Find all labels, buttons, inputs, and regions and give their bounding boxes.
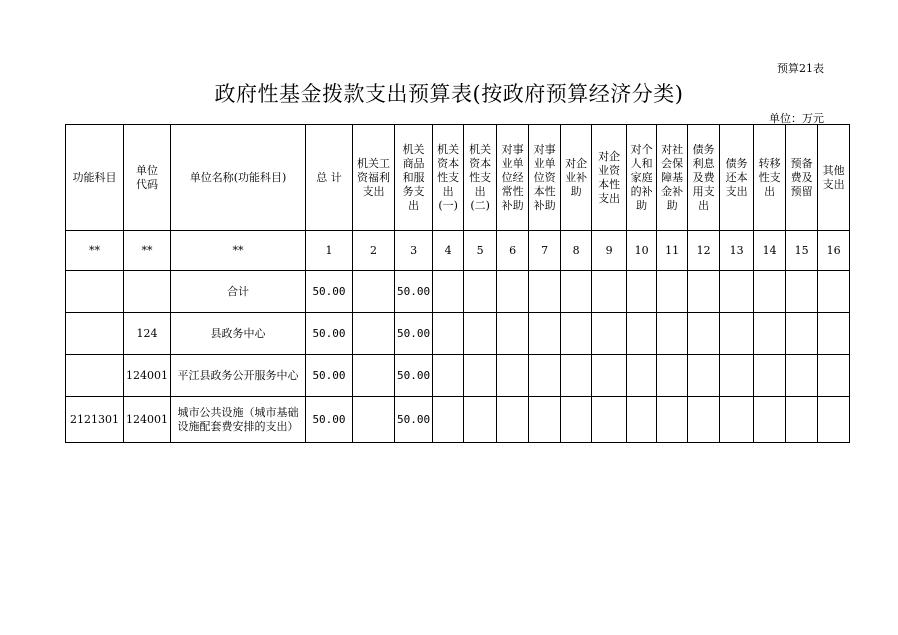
empty-cell <box>529 271 561 313</box>
index-cell: 8 <box>561 231 592 271</box>
index-cell: 4 <box>433 231 464 271</box>
empty-cell <box>353 397 395 443</box>
index-cell: 12 <box>688 231 720 271</box>
form-number: 预算21表 <box>777 62 824 75</box>
empty-cell <box>786 355 818 397</box>
index-cell: 9 <box>592 231 627 271</box>
header-col-5-text: 机关资本性支出(二) <box>469 142 492 212</box>
header-func-subject: 功能科目 <box>66 125 124 231</box>
empty-cell <box>464 355 497 397</box>
header-col-16 <box>818 125 850 231</box>
empty-cell <box>818 271 850 313</box>
goods-services-cell: 50.00 <box>395 271 433 313</box>
empty-cell <box>497 313 529 355</box>
index-cell: 7 <box>529 231 561 271</box>
unit-name-cell: 城市公共设施（城市基础设施配套费安排的支出） <box>171 397 306 443</box>
empty-cell <box>529 313 561 355</box>
header-col-15-text: 预备费及预留 <box>790 156 813 198</box>
unit-name-cell: 平江县政务公开服务中心 <box>171 355 306 397</box>
table-row <box>66 397 850 443</box>
header-col-4 <box>433 125 464 231</box>
header-col-10 <box>627 125 657 231</box>
empty-cell <box>720 397 754 443</box>
empty-cell <box>627 397 657 443</box>
header-col-16-text: 其他支出 <box>822 163 845 191</box>
index-cell: 11 <box>657 231 688 271</box>
index-cell: 13 <box>720 231 754 271</box>
header-col-4-text: 机关资本性支出(一) <box>437 142 460 212</box>
empty-cell <box>353 271 395 313</box>
empty-cell <box>720 271 754 313</box>
empty-cell <box>688 355 720 397</box>
page-title: 政府性基金拨款支出预算表(按政府预算经济分类) <box>214 82 684 106</box>
header-col-5 <box>464 125 497 231</box>
header-col-9 <box>592 125 627 231</box>
header-col-11 <box>657 125 688 231</box>
empty-cell <box>497 271 529 313</box>
unit-code-cell: 124001 <box>124 397 171 443</box>
empty-cell <box>353 313 395 355</box>
empty-cell <box>464 313 497 355</box>
header-col-2 <box>353 125 395 231</box>
index-cell: ** <box>171 231 306 271</box>
index-cell: 2 <box>353 231 395 271</box>
func-subject-cell: 2121301 <box>66 397 124 443</box>
header-col-11-text: 对社会保障基金补助 <box>661 142 684 212</box>
header-total: 总 计 <box>306 125 353 231</box>
table-row <box>66 355 850 397</box>
header-unit-name: 单位名称(功能科目) <box>171 125 306 231</box>
empty-cell <box>657 397 688 443</box>
empty-cell <box>561 313 592 355</box>
index-cell: 15 <box>786 231 818 271</box>
empty-cell <box>786 313 818 355</box>
header-col-8 <box>561 125 592 231</box>
empty-cell <box>561 355 592 397</box>
unit-code-cell: 124 <box>124 313 171 355</box>
header-col-10-text: 对个人和家庭的补助 <box>630 142 653 212</box>
empty-cell <box>786 397 818 443</box>
empty-cell <box>433 397 464 443</box>
total-cell: 50.00 <box>306 355 353 397</box>
empty-cell <box>720 355 754 397</box>
header-col-14 <box>754 125 786 231</box>
empty-cell <box>818 355 850 397</box>
index-cell: 1 <box>306 231 353 271</box>
table-row-total <box>66 271 850 313</box>
header-col-13-text: 债务还本支出 <box>725 156 748 198</box>
header-unit-code-text: 单位代码 <box>136 163 158 191</box>
index-cell: 6 <box>497 231 529 271</box>
header-col-6-text: 对事业单位经常性补助 <box>501 142 524 212</box>
empty-cell <box>592 271 627 313</box>
empty-cell <box>529 355 561 397</box>
index-cell: ** <box>66 231 124 271</box>
header-col-6 <box>497 125 529 231</box>
total-cell: 50.00 <box>306 397 353 443</box>
empty-cell <box>754 355 786 397</box>
header-unit-code <box>124 125 171 231</box>
empty-cell <box>592 397 627 443</box>
empty-cell <box>754 313 786 355</box>
empty-cell <box>688 271 720 313</box>
empty-cell <box>657 271 688 313</box>
unit-label: 单位：万元 <box>769 112 824 125</box>
empty-cell <box>433 271 464 313</box>
func-subject-cell <box>66 355 124 397</box>
header-col-7 <box>529 125 561 231</box>
goods-services-cell: 50.00 <box>395 397 433 443</box>
index-cell: 3 <box>395 231 433 271</box>
index-cell: 16 <box>818 231 850 271</box>
header-col-2-text: 机关工资福利支出 <box>357 156 390 198</box>
empty-cell <box>688 313 720 355</box>
header-col-12-text: 债务利息及费用支出 <box>692 142 715 212</box>
empty-cell <box>497 355 529 397</box>
empty-cell <box>657 355 688 397</box>
unit-name-cell: 合计 <box>171 271 306 313</box>
empty-cell <box>561 271 592 313</box>
header-col-3-text: 机关商品和服务支出 <box>402 142 425 212</box>
empty-cell <box>627 313 657 355</box>
header-col-8-text: 对企业补助 <box>565 156 588 198</box>
header-row <box>66 125 850 231</box>
empty-cell <box>786 271 818 313</box>
unit-code-cell <box>124 271 171 313</box>
header-col-3 <box>395 125 433 231</box>
header-col-7-text: 对事业单位资本性补助 <box>533 142 556 212</box>
empty-cell <box>464 397 497 443</box>
empty-cell <box>464 271 497 313</box>
empty-cell <box>561 397 592 443</box>
index-cell: 14 <box>754 231 786 271</box>
index-cell: 5 <box>464 231 497 271</box>
empty-cell <box>433 355 464 397</box>
empty-cell <box>754 397 786 443</box>
empty-cell <box>818 313 850 355</box>
empty-cell <box>754 271 786 313</box>
index-cell: ** <box>124 231 171 271</box>
total-cell: 50.00 <box>306 271 353 313</box>
index-cell: 10 <box>627 231 657 271</box>
goods-services-cell: 50.00 <box>395 355 433 397</box>
budget-table <box>65 124 850 443</box>
total-cell: 50.00 <box>306 313 353 355</box>
table-row <box>66 313 850 355</box>
empty-cell <box>497 397 529 443</box>
goods-services-cell: 50.00 <box>395 313 433 355</box>
empty-cell <box>688 397 720 443</box>
header-col-12 <box>688 125 720 231</box>
index-row <box>66 231 850 271</box>
empty-cell <box>627 355 657 397</box>
empty-cell <box>433 313 464 355</box>
empty-cell <box>627 271 657 313</box>
empty-cell <box>529 397 561 443</box>
empty-cell <box>818 397 850 443</box>
func-subject-cell <box>66 313 124 355</box>
empty-cell <box>657 313 688 355</box>
header-col-13 <box>720 125 754 231</box>
unit-name-cell: 县政务中心 <box>171 313 306 355</box>
empty-cell <box>720 313 754 355</box>
header-col-15 <box>786 125 818 231</box>
header-col-14-text: 转移性支出 <box>758 156 781 198</box>
empty-cell <box>592 355 627 397</box>
unit-code-cell: 124001 <box>124 355 171 397</box>
func-subject-cell <box>66 271 124 313</box>
empty-cell <box>592 313 627 355</box>
empty-cell <box>353 355 395 397</box>
header-col-9-text: 对企业资本性支出 <box>598 149 621 205</box>
